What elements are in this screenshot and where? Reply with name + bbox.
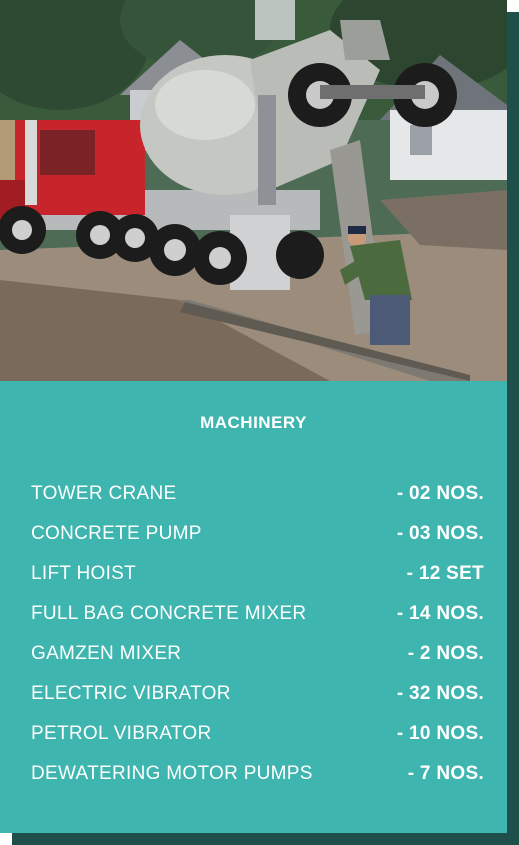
list-item	[31, 474, 484, 514]
list-item	[31, 594, 484, 634]
item-name: CONCRETE PUMP	[31, 523, 202, 544]
list-item	[31, 634, 484, 674]
list-item	[31, 674, 484, 714]
item-quantity: - 32 NOS.	[396, 683, 484, 704]
item-name: LIFT HOIST	[31, 563, 137, 584]
item-name: GAMZEN MIXER	[31, 643, 182, 664]
item-quantity: - 03 NOS.	[396, 523, 484, 544]
item-quantity: - 12 SET	[406, 563, 484, 584]
item-quantity: - 14 NOS.	[396, 603, 484, 624]
item-quantity: - 02 NOS.	[396, 483, 484, 504]
list-item	[31, 554, 484, 594]
item-quantity: - 7 NOS.	[407, 763, 484, 784]
list-item	[31, 714, 484, 754]
item-name: FULL BAG CONCRETE MIXER	[31, 603, 307, 624]
item-name: ELECTRIC VIBRATOR	[31, 683, 231, 704]
list-item	[31, 514, 484, 554]
machinery-list	[31, 474, 484, 794]
section-title: MACHINERY	[200, 413, 307, 432]
concrete-mixer-truck-photo	[0, 0, 507, 381]
item-name: PETROL VIBRATOR	[31, 723, 212, 744]
list-item	[31, 754, 484, 794]
item-name: DEWATERING MOTOR PUMPS	[31, 763, 313, 784]
item-quantity: - 10 NOS.	[396, 723, 484, 744]
item-quantity: - 2 NOS.	[407, 643, 484, 664]
item-name: TOWER CRANE	[31, 483, 177, 504]
